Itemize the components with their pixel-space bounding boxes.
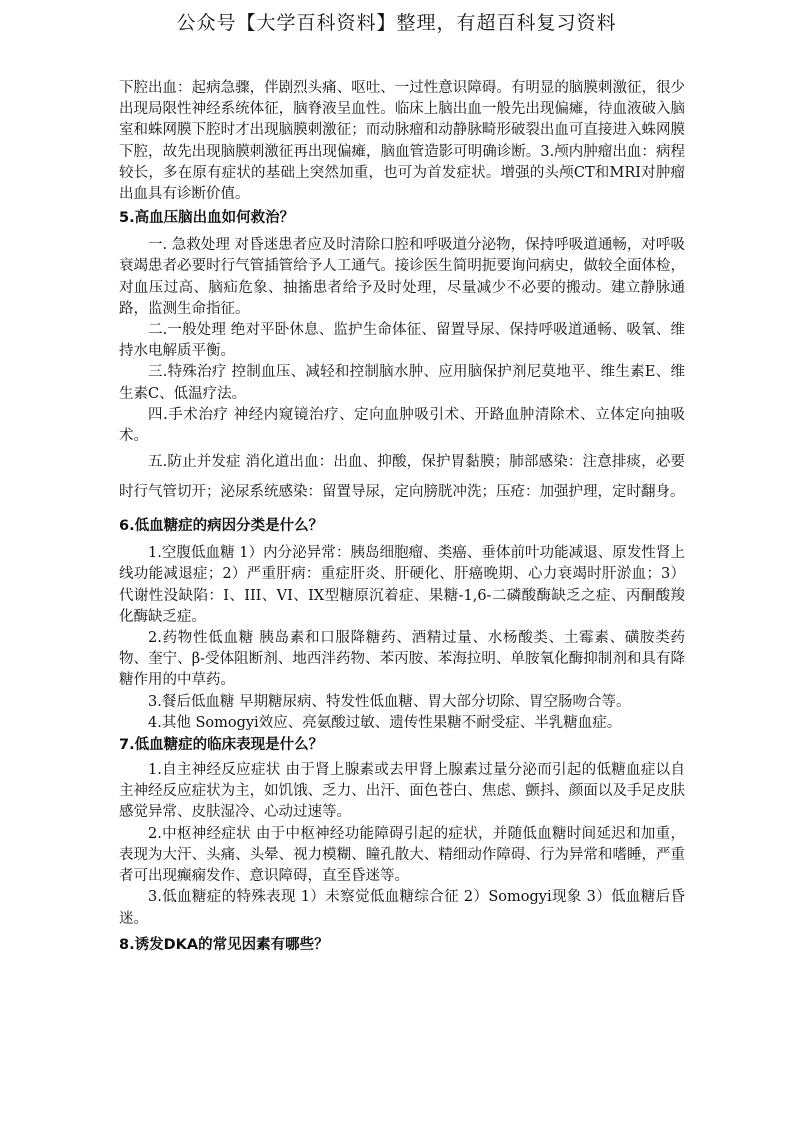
- section-7-paragraph-1: 1.自主神经反应症状 由于肾上腺素或去甲肾上腺素过量分泌而引起的低糖血症以自主神经反应症状为主，如饥饿、乏力、出汗、面色苍白、焦虑、颤抖、颜面以及手足皮肤感觉异常、皮肤湿冷、心动过速等。: [119, 762, 685, 821]
- section-7-paragraph-2: 2.中枢神经症状 由于中枢神经功能障碍引起的症状，并随低血糖时间延迟和加重，表现为大汗、头痛、头晕、视力模糊、瞳孔散大、精细动作障碍、行为异常和嗜睡，严重者可出现癫痫发作、意识障碍，直至昏迷等。: [119, 825, 685, 885]
- section-5-paragraph-4: 四.手术治疗 神经内窥镜治疗、定向血肿吸引术、开路血肿清除术、立体定向抽吸术。: [119, 406, 685, 445]
- section-8-heading: 8.诱发DKA的常见因素有哪些？: [119, 936, 329, 953]
- section-6-heading: 6.低血糖症的病因分类是什么？: [119, 518, 324, 535]
- intro-paragraph: 下腔出血：起病急骤，伴剧烈头痛、呕吐、一过性意识障碍。有明显的脑膜刺激征，很少出现局限性神经系统体征，脑脊液呈血性。临床上脑出血一般先出现偏瘫，待血液破入脑室和蛛网膜下腔时才出现脑膜刺激征；而动脉瘤和动静脉畸形破裂出血可直接进入蛛网膜下腔，故先出现脑膜刺激征再出现偏瘫，脑血管造影可明确诊断。3.颅内肿瘤出血：病程较长，多在原有症状的基础上突然加重，也可为首发症状。增强的头颅CT和MRI对肿瘤出血具有诊断价值。: [119, 80, 685, 203]
- section-6-paragraph-1: 1.空腹低血糖 1）内分泌异常：胰岛细胞瘤、类癌、垂体前叶功能减退、原发性肾上线功能减退症；2）严重肝病：重症肝炎、肝硬化、肝癌晚期、心力衰竭时肝淤血；3）代谢性没缺陷：I、III、VI、IX型糖原沉着症、果糖-1,6-二磷酸酶缺乏之症、丙酮酸羧化酶缺乏症。: [119, 545, 685, 625]
- page-header: 公众号【大学百科资料】整理，有超百科复习资料: [176, 12, 617, 34]
- section-5-heading: 5.高血压脑出血如何救治？: [119, 210, 295, 227]
- section-5-paragraph-5: 五.防止并发症 消化道出血：出血、抑酸，保护胃黏膜；肺部感染：注意排痰，必要时行气管切开；泌尿系统感染：留置导尿，定向膀胱冲洗；压疮：加强护理，定时翻身。: [119, 454, 685, 501]
- section-7-paragraph-3: 3.低血糖症的特殊表现 1）未察觉低血糖综合征 2）Somogyi现象 3）低血糖后昏迷。: [119, 889, 685, 927]
- section-6-paragraph-4: 4.其他 Somogyi效应、亮氨酸过敏、遗传性果糖不耐受症、半乳糖血症。: [148, 714, 622, 731]
- section-5-paragraph-1: 一. 急救处理 对昏迷患者应及时清除口腔和呼吸道分泌物，保持呼吸道通畅，对呼吸衰竭患者必要时行气管插管给予人工通气。接诊医生简明扼要询问病史，做较全面体检，对血压过高、脑疝危象、抽搐患者给予及时处理，尽量减少不必要的搬动。建立静脉通路，监测生命指征。: [119, 237, 685, 317]
- section-6-paragraph-2: 2.药物性低血糖 胰岛素和口服降糖药、酒精过量、水杨酸类、土霉素、磺胺类药物、奎宁、β-受体阻断剂、地西泮药物、苯丙胺、苯海拉明、单胺氧化酶抑制剂和具有降糖作用的中草药。: [119, 630, 685, 689]
- section-5-paragraph-2: 二.一般处理 绝对平卧休息、监护生命体征、留置导尿、保持呼吸道通畅、吸氧、维持水电解质平衡。: [119, 322, 685, 360]
- section-7-heading: 7.低血糖症的临床表现是什么？: [119, 737, 324, 754]
- document-body: [119, 78, 685, 956]
- section-5-paragraph-3: 三.特殊治疗 控制血压、减轻和控制脑水肿、应用脑保护剂尼莫地平、维生素E、维生素C、低温疗法。: [119, 364, 685, 402]
- section-6-paragraph-3: 3.餐后低血糖 早期糖尿病、特发性低血糖、胃大部分切除、胃空肠吻合等。: [148, 693, 631, 710]
